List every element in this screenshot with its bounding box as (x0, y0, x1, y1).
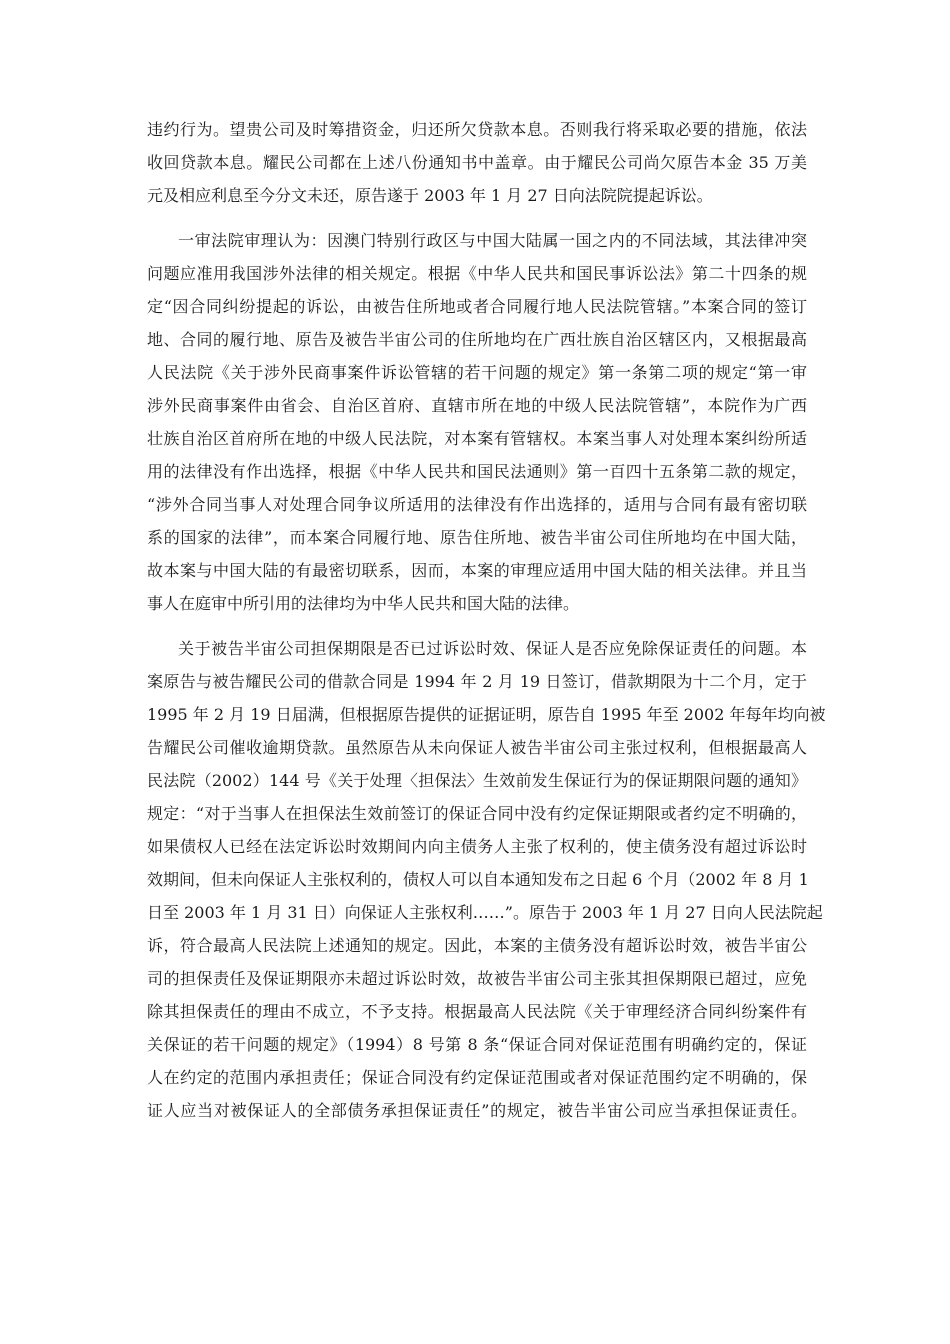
text-line: 司的担保责任及保证期限亦未超过诉讼时效，故被告半宙公司主张其担保期限已超过，应免 (147, 969, 807, 988)
text-line: 如果债权人已经在法定诉讼时效期间内向主债务人主张了权利的，使主债务没有超过诉讼时 (147, 837, 807, 856)
text-line: 日至 2003 年 1 月 31 日）向保证人主张权利……”。原告于 2003 年 1 月 27 日向人民法院起 (147, 903, 823, 922)
text-line: 用的法律没有作出选择，根据《中华人民共和国民法通则》第一百四十五条第二款的规定， (147, 462, 807, 481)
text-line: 1995 年 2 月 19 日届满，但根据原告提供的证据证明，原告自 1995 年至 2002 年每年均向被 (147, 705, 826, 724)
text-line: 收回贷款本息。耀民公司都在上述八份通知书中盖章。由于耀民公司尚欠原告本金 35 万美 (147, 153, 807, 172)
text-line: 违约行为。望贵公司及时筹措资金，归还所欠贷款本息。否则我行将采取必要的措施，依法 (147, 120, 807, 139)
text-line: 除其担保责任的理由不成立，不予支持。根据最高人民法院《关于审理经济合同纠纷案件有 (147, 1002, 807, 1021)
text-line: 涉外民商事案件由省会、自治区首府、直辖市所在地的中级人民法院管辖”，本院作为广西 (147, 396, 807, 415)
text-line: 一审法院审理认为：因澳门特别行政区与中国大陆属一国之内的不同法域，其法律冲突 (178, 231, 807, 250)
text-line: 壮族自治区首府所在地的中级人民法院，对本案有管辖权。本案当事人对处理本案纠纷所适 (147, 429, 807, 448)
text-line: 事人在庭审中所引用的法律均为中华人民共和国大陆的法律。 (147, 594, 580, 613)
text-line: 元及相应利息至今分文未还，原告遂于 2003 年 1 月 27 日向法院院提起诉讼。 (147, 186, 713, 205)
text-line: 民法院（2002）144 号《关于处理〈担保法〉生效前发生保证行为的保证期限问题的通知》 (147, 771, 807, 790)
text-line: 问题应准用我国涉外法律的相关规定。根据《中华人民共和国民事诉讼法》第二十四条的规 (147, 264, 807, 283)
text-line: 关于被告半宙公司担保期限是否已过诉讼时效、保证人是否应免除保证责任的问题。本 (178, 639, 807, 658)
text-line: 规定：“对于当事人在担保法生效前签订的保证合同中没有约定保证期限或者约定不明确的， (147, 804, 807, 823)
text-line: 系的国家的法律”，而本案合同履行地、原告住所地、被告半宙公司住所地均在中国大陆， (147, 528, 807, 547)
text-line: 地、合同的履行地、原告及被告半宙公司的住所地均在广西壮族自治区辖区内，又根据最高 (147, 330, 807, 349)
text-line: 证人应当对被保证人的全部债务承担保证责任”的规定，被告半宙公司应当承担保证责任。 (147, 1101, 807, 1120)
text-line: 故本案与中国大陆的有最密切联系，因而，本案的审理应适用中国大陆的相关法律。并且当 (147, 561, 807, 580)
text-line: 案原告与被告耀民公司的借款合同是 1994 年 2 月 19 日签订，借款期限为十二个月，定于 (147, 672, 807, 691)
text-line: 诉，符合最高人民法院上述通知的规定。因此，本案的主债务没有超诉讼时效，被告半宙公 (147, 936, 807, 955)
text-line: 关保证的若干问题的规定》（1994）8 号第 8 条“保证合同对保证范围有明确约定的，保证 (147, 1035, 807, 1054)
text-line: “涉外合同当事人对处理合同争议所适用的法律没有作出选择的，适用与合同有最有密切联 (147, 495, 807, 514)
text-line: 效期间，但未向保证人主张权利的，债权人可以自本通知发布之日起 6 个月（2002 年 8 月 1 (147, 870, 809, 889)
text-line: 人民法院《关于涉外民商事案件诉讼管辖的若干问题的规定》第一条第二项的规定“第一审 (147, 363, 807, 382)
text-line: 告耀民公司催收逾期贷款。虽然原告从未向保证人被告半宙公司主张过权利，但根据最高人 (147, 738, 807, 757)
text-line: 人在约定的范围内承担责任；保证合同没有约定保证范围或者对保证范围约定不明确的，保 (147, 1068, 807, 1087)
text-line: 定“因合同纠纷提起的诉讼，由被告住所地或者合同履行地人民法院管辖。”本案合同的签订 (147, 297, 807, 316)
